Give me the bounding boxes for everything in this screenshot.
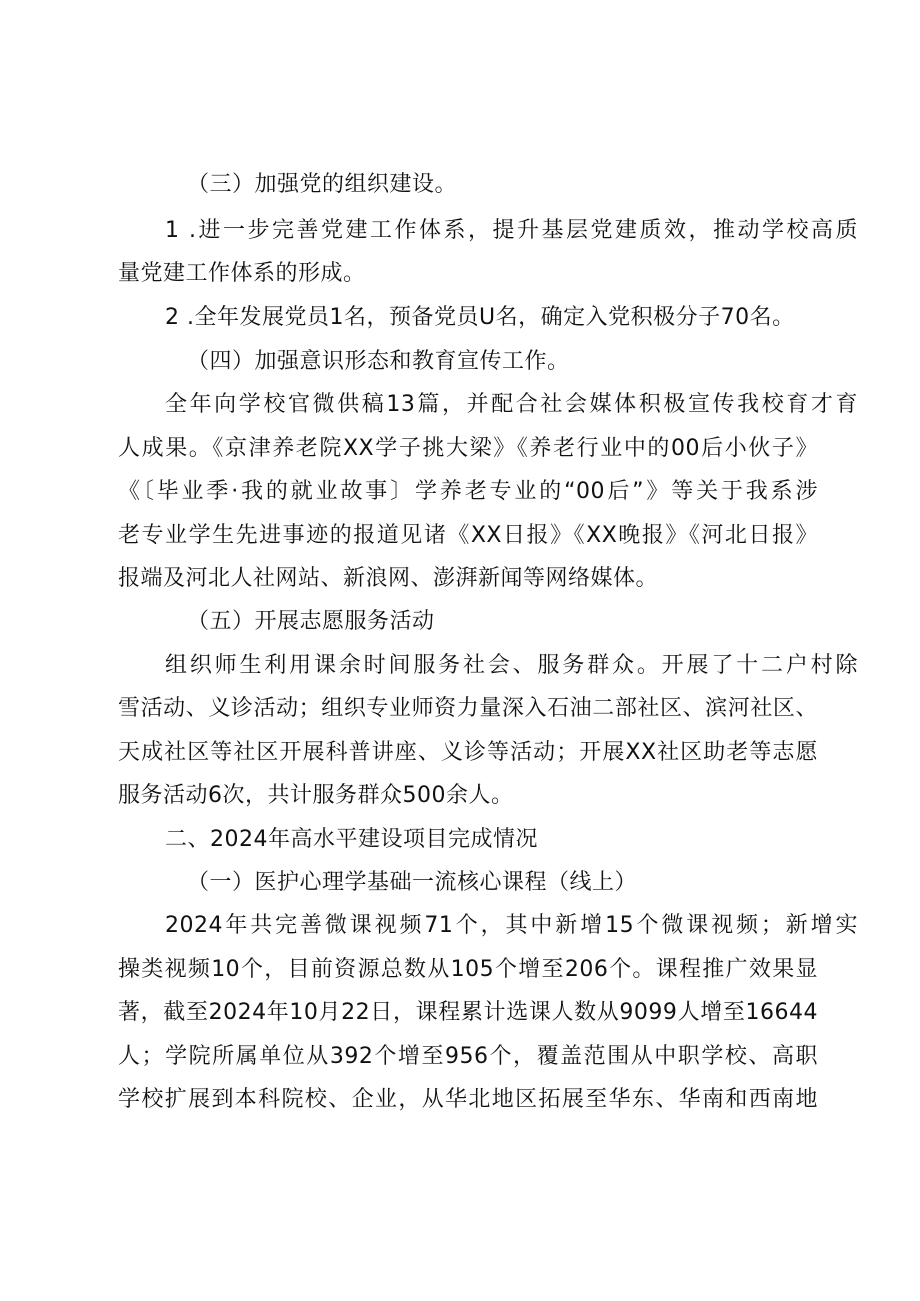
paragraph-line: 1 .进一步完善党建工作体系，提升基层党建质效，推动学校高质 [165, 218, 858, 243]
paragraph-line: 量党建工作体系的形成。 [118, 261, 366, 286]
paragraph-line: 2024年共完善微课视频71个，其中新增15个微课视频；新增实 [165, 913, 858, 938]
section-heading-3: （三）加强党的组织建设。 [187, 172, 458, 197]
paragraph-line: 老专业学生先进事迹的报道见诸《XX日报》《XX晚报》《河北日报》 [118, 523, 818, 548]
paragraph-line: 服务活动6次，共计服务群众500余人。 [118, 783, 514, 808]
paragraph-line: 人成果。《京津养老院XX学子挑大梁》《养老行业中的00后小伙子》 [118, 436, 818, 461]
section-heading-4: （四）加强意识形态和教育宣传工作。 [187, 349, 570, 374]
paragraph-line: 操类视频10个，目前资源总数从105个增至206个。课程推广效果显 [118, 957, 818, 982]
paragraph-line: 2 .全年发展党员1名，预备党员U名，确定入党积极分子70名。 [165, 305, 795, 330]
subsection-heading-1: （一）医护心理学基础一流核心课程（线上） [187, 870, 638, 895]
paragraph-line: 学校扩展到本科院校、企业，从华北地区拓展至华东、华南和西南地 [118, 1087, 818, 1112]
section-heading-5: （五）开展志愿服务活动 [187, 609, 435, 634]
paragraph-line: 著，截至2024年10月22日，课程累计选课人数从9099人增至16644 [118, 1000, 818, 1025]
paragraph-line: 组织师生利用课余时间服务社会、服务群众。开展了十二户村除 [165, 653, 858, 678]
section-heading-2: 二、2024年高水平建设项目完成情况 [165, 827, 538, 852]
paragraph-line: 《〔毕业季·我的就业故事〕学养老专业的“00后”》等关于我系涉 [118, 479, 818, 504]
paragraph-line: 雪活动、义诊活动；组织专业师资力量深入石油二部社区、滨河社区、 [118, 696, 818, 721]
paragraph-line: 天成社区等社区开展科普讲座、义诊等活动；开展XX社区助老等志愿 [118, 740, 818, 765]
paragraph-line: 全年向学校官微供稿13篇，并配合社会媒体积极宣传我校育才育 [165, 392, 858, 417]
paragraph-line: 人；学院所属单位从392个增至956个，覆盖范围从中职学校、高职 [118, 1044, 818, 1069]
paragraph-line: 报端及河北人社网站、新浪网、澎湃新闻等网络媒体。 [118, 566, 659, 591]
